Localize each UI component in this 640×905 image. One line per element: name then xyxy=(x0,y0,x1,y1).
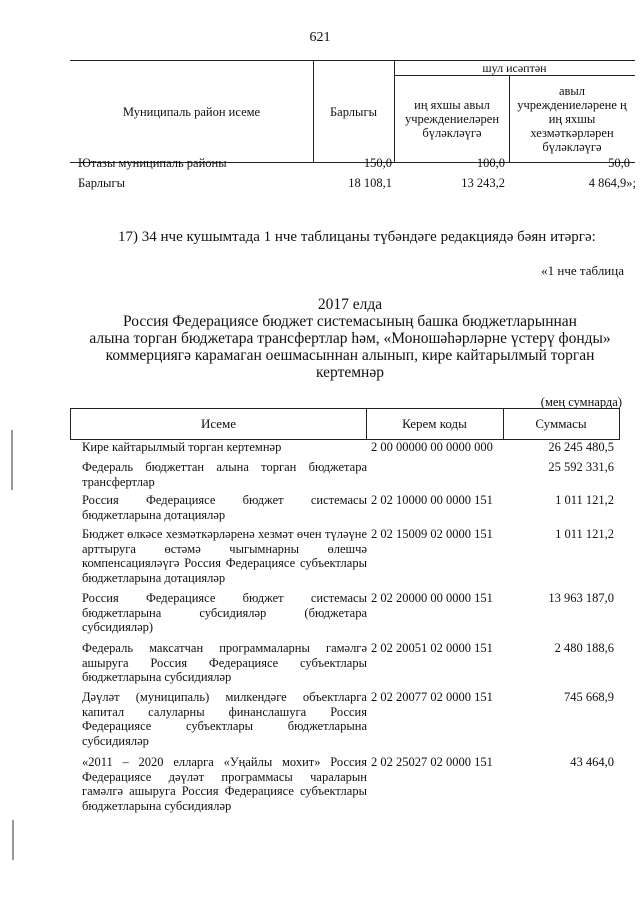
header-best-workers: авыл учреждениеләрене ң иң яхшы хезмәткәрләрен бүләкләүгә xyxy=(517,83,627,154)
title-line-5: кертемнәр xyxy=(316,364,384,381)
row-7-name: Дәүләт (муниципаль) милкендәге объектларга капитал салуларны финанслашуга Россия Федерациясе субъектлары бюджетларына субсидияләр xyxy=(82,690,367,748)
main-table-header xyxy=(70,408,620,440)
row-5-code: 2 02 20000 00 0000 151 xyxy=(371,591,493,605)
row-2-name: Федераль бюджеттан алына торган бюджетара трансфертлар xyxy=(82,460,367,489)
page-number: 621 xyxy=(309,30,331,45)
row-4-name: Бюджет өлкәсе хезмәткәрләренә хезмәт өчен түләүне арттыруга өстәмә чыгымнарны өлешчә компенсацияләүгә Россия Федерациясе субъектлары бюджетларына дотацияләр xyxy=(82,527,367,585)
row-4-sum: 1 011 121,2 xyxy=(555,527,614,541)
row-3-name: Россия Федерациясе бюджет системасы бюджетларына дотацияләр xyxy=(82,493,367,522)
header-total: Барлыгы xyxy=(330,104,377,119)
table-reference: «1 нче таблица xyxy=(541,263,624,278)
header-best-institutions: иң яхшы авыл учреждениеләрен бүләкләүгә xyxy=(404,97,500,140)
top-row-1-col1: 100,0 xyxy=(476,156,505,170)
scan-edge-mark xyxy=(12,820,14,860)
row-3-sum: 1 011 121,2 xyxy=(555,493,614,507)
top-row-1-total: 150,0 xyxy=(363,156,392,170)
row-7-code: 2 02 20077 02 0000 151 xyxy=(371,690,493,704)
row-6-name: Федераль максатчан программаларны гамәлгә ашыруга Россия Федерациясе субъектлары бюджетларына субсидияләр xyxy=(82,641,367,684)
row-6-sum: 2 480 188,6 xyxy=(554,641,614,655)
header-name: Исеме xyxy=(200,416,237,431)
row-3-code: 2 02 10000 00 0000 151 xyxy=(371,493,493,507)
top-row-1-name: Ютазы муниципаль районы xyxy=(78,156,227,170)
row-2-sum: 25 592 331,6 xyxy=(548,460,614,474)
top-row-1-col2: 50,0 xyxy=(608,156,630,170)
title-line-4: коммерциягә карамаган оешмасыннан алынып, кире кайтарылмый торган xyxy=(105,347,595,364)
header-including: шул исәптән xyxy=(482,61,547,75)
top-row-2-col2: 4 864,9»; xyxy=(588,176,636,190)
row-1-name: Кире кайтарылмый торган кертемнәр xyxy=(82,440,282,454)
row-8-name: «2011 – 2020 елларга «Уңайлы мохит» Россия Федерациясе дәүләт программасы чараларын гамәлгә ашыруга Россия Федерациясе субъектлары бюджетларына субсидияләр xyxy=(82,755,367,813)
top-row-2-col1: 13 243,2 xyxy=(461,176,505,190)
title-line-2: Россия Федерациясе бюджет системасының башка бюджетларыннан xyxy=(123,313,577,330)
top-row-2-total: 18 108,1 xyxy=(348,176,392,190)
top-row-2-name: Барлыгы xyxy=(78,176,125,190)
row-6-code: 2 02 20051 02 0000 151 xyxy=(371,641,493,655)
header-sum: Суммасы xyxy=(535,416,587,431)
units-label: (мең сумнарда) xyxy=(540,395,622,409)
row-4-code: 2 02 15009 02 0000 151 xyxy=(371,527,493,541)
row-8-code: 2 02 25027 02 0000 151 xyxy=(371,755,493,769)
instruction-text: 17) 34 нче кушымтада 1 нче таблицаны түбәндәге редакциядә бәян итәргә: xyxy=(118,229,596,245)
title-line-1: 2017 елда xyxy=(317,296,383,313)
header-code: Керем коды xyxy=(402,416,467,431)
row-7-sum: 745 668,9 xyxy=(564,690,614,704)
header-district-name: Муниципаль район исеме xyxy=(122,104,261,119)
title-line-3: алына торган бюджетара трансфертлар һәм, «Моношәһәрләрне үстерү фонды» xyxy=(89,330,611,347)
top-table-header xyxy=(70,60,635,163)
row-5-name: Россия Федерациясе бюджет системасы бюджетларына субсидияләр (бюджетара субсидияләр) xyxy=(82,591,367,634)
row-8-sum: 43 464,0 xyxy=(570,755,614,769)
row-1-sum: 26 245 480,5 xyxy=(548,440,614,454)
row-5-sum: 13 963 187,0 xyxy=(548,591,614,605)
scan-edge-mark xyxy=(11,430,13,490)
row-1-code: 2 00 00000 00 0000 000 xyxy=(371,440,493,454)
